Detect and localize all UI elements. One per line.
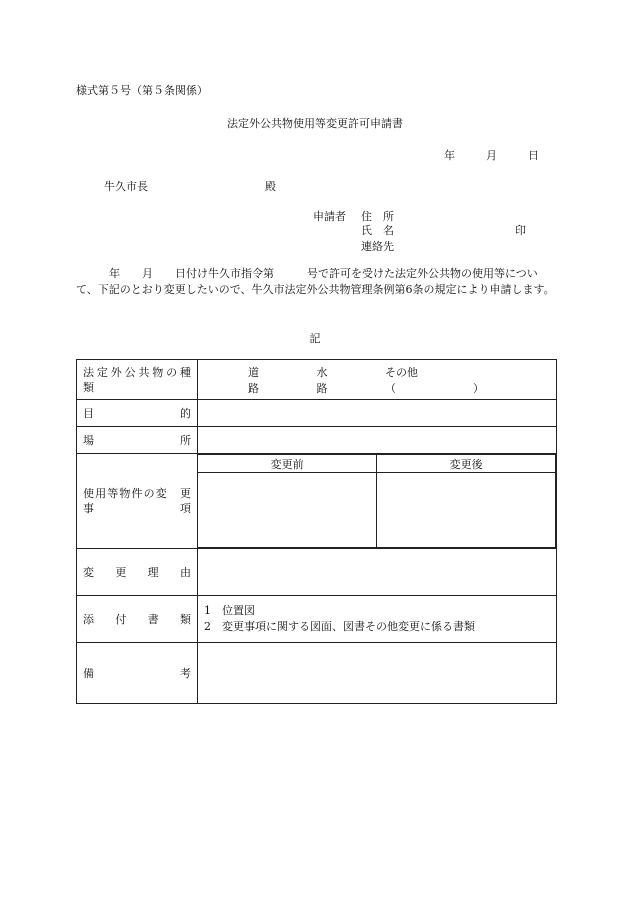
before-header: 変更前 (198, 455, 377, 473)
date-line (444, 147, 539, 163)
option-waterway[interactable]: 水路 (316, 365, 328, 395)
type-label: 法定外公共物の種 類 (83, 365, 224, 394)
reason-label: 変 更 理 由 (83, 565, 191, 579)
after-field[interactable] (377, 473, 556, 548)
applicant-label: 申請者 (313, 210, 346, 223)
address-label: 住 所 (361, 210, 394, 223)
name-label: 氏 名 (361, 224, 394, 237)
row-purpose (77, 400, 557, 427)
attachments-label: 添 付 書 類 (83, 612, 191, 626)
purpose-field[interactable] (198, 400, 557, 427)
row-remarks (77, 643, 557, 704)
seal-mark: 印 (515, 224, 526, 237)
row-attachments (77, 596, 557, 643)
contact-label: 連絡先 (361, 240, 394, 253)
honorific: 殿 (265, 180, 276, 193)
option-road[interactable]: 道路 (248, 365, 259, 395)
reason-field[interactable] (198, 549, 557, 596)
purpose-label: 目 的 (83, 406, 191, 420)
document-title: 法定外公共物使用等変更許可申請書 (227, 117, 403, 130)
row-changes (77, 454, 557, 549)
row-type (77, 360, 557, 400)
attachment-item: 1 位置図 (204, 604, 255, 617)
location-label: 場 所 (83, 433, 191, 447)
body-text: 年 月 日付け牛久市指令第 号で許可を受けた法定外公共物の使用等について、下記のとおり変更したいので、牛久市法定外公共物管理条例第6条の規定により申請します。 (76, 267, 555, 296)
changes-label: 使用等物件の変 更 事 項 (83, 487, 202, 515)
application-table (76, 359, 557, 704)
row-location (77, 427, 557, 454)
remarks-field[interactable] (198, 643, 557, 704)
addressee: 牛久市長 (104, 180, 148, 193)
ki-heading: 記 (309, 332, 321, 345)
option-other[interactable]: その他（ ） (385, 365, 484, 395)
date-year: 年 (444, 149, 455, 162)
before-field[interactable] (198, 473, 377, 548)
location-field[interactable] (198, 427, 557, 454)
after-header: 変更後 (377, 455, 556, 473)
row-reason (77, 549, 557, 596)
type-options[interactable] (198, 364, 556, 396)
attachment-item: 2 変更事項に関する図面、図書その他変更に係る書類 (204, 620, 475, 633)
date-day: 日 (528, 149, 539, 162)
form-number: 様式第５号（第５条関係） (76, 84, 208, 97)
date-month: 月 (486, 149, 497, 162)
remarks-label: 備 考 (83, 666, 191, 680)
